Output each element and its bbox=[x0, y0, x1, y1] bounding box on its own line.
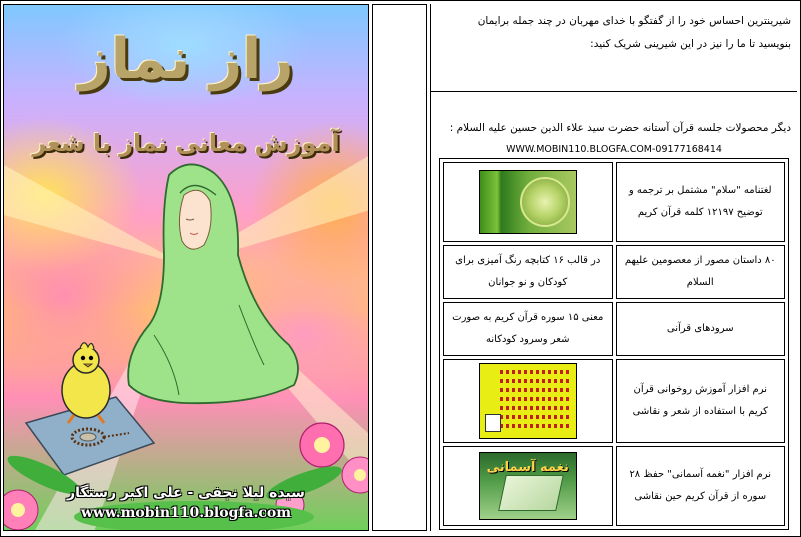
book-cover bbox=[3, 4, 369, 531]
contact-line: WWW.MOBIN110.BLOGFA.COM-09177168414 bbox=[506, 144, 722, 155]
intro-line-1: شیرینترین احساس خود را از گفتگو با خدای مهربان در چند جمله برایمان bbox=[477, 15, 791, 27]
table-row bbox=[443, 245, 785, 299]
intro-text bbox=[435, 10, 791, 56]
software-title: نغمه آسمانی bbox=[486, 460, 569, 475]
products-heading: دیگر محصولات جلسه قرآن آستانه حضرت سید علاء الدین حسین علیه السلام : bbox=[449, 122, 791, 134]
products-table bbox=[439, 158, 789, 530]
product-image-cell bbox=[443, 162, 613, 242]
cover-authors: سیده لیلا نجفی - علی اکبر رستگار bbox=[67, 485, 305, 501]
section-divider bbox=[431, 91, 797, 92]
cover-subtitle: آموزش معانی نماز با شعر bbox=[32, 129, 340, 157]
prayer-stone bbox=[80, 433, 96, 441]
table-row bbox=[443, 162, 785, 242]
intro-line-2: بنویسید تا ما را نیز در این شیرینی شریک کنید: bbox=[590, 38, 791, 50]
product-description: ۸۰ داستان مصور از معصومین علیهم السلام bbox=[616, 245, 786, 299]
table-row bbox=[443, 446, 785, 526]
girl-in-chador bbox=[128, 164, 298, 403]
blank-column bbox=[372, 4, 427, 531]
product-description: سرودهای قرآنی bbox=[616, 302, 786, 356]
table-row bbox=[443, 359, 785, 443]
product-detail: معنی ۱۵ سوره قرآن کریم به صورت شعر وسرود کودکانه bbox=[443, 302, 613, 356]
green-medallion-image bbox=[479, 170, 577, 234]
product-detail: در قالب ۱۶ کتابچه رنگ آمیزی برای کودکان و نو جوانان bbox=[443, 245, 613, 299]
yellow-software-screenshot bbox=[479, 363, 577, 439]
product-description: نرم افزار آموزش روخوانی قرآن کریم با استفاده از شعر و نقاشی bbox=[616, 359, 786, 443]
chick-character bbox=[62, 343, 110, 423]
cover-title: راز نماز bbox=[78, 27, 294, 92]
table-row bbox=[443, 302, 785, 356]
info-panel bbox=[430, 4, 797, 531]
cover-url: www.mobin110.blogfa.com bbox=[80, 505, 292, 521]
product-description: لغتنامه "سلام" مشتمل بر ترجمه و توضیح ۱۲۱۹۷ کلمه قرآن کریم bbox=[616, 162, 786, 242]
product-description: نرم افزار "نغمه آسمانی" حفظ ۲۸ سوره از قرآن کریم حین نقاشی bbox=[616, 446, 786, 526]
product-image-cell bbox=[443, 446, 613, 526]
product-image-cell bbox=[443, 359, 613, 443]
green-software-screenshot bbox=[479, 452, 577, 520]
